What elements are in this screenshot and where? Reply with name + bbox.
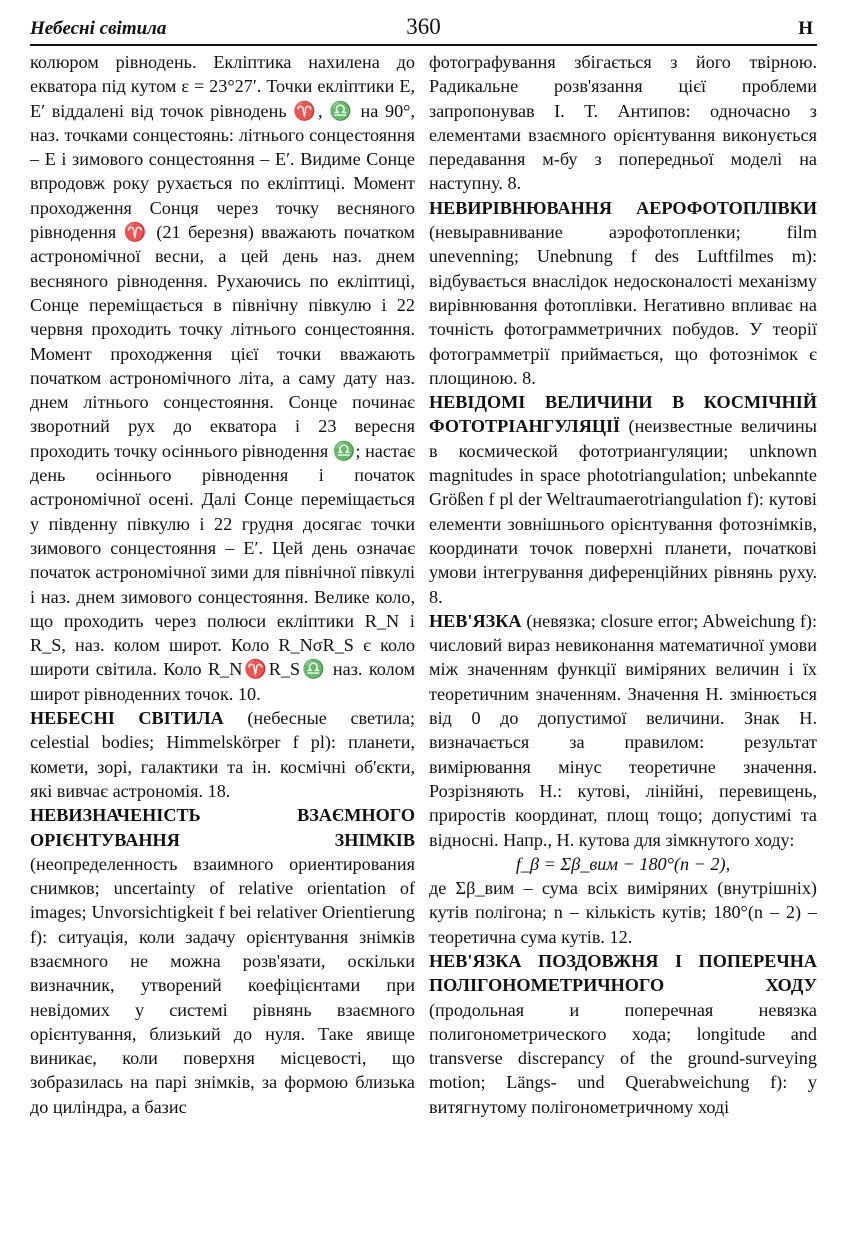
left-column bbox=[30, 50, 415, 1119]
formula-angular-misclosure: f_β = Σβ_вим − 180°(n − 2), bbox=[515, 853, 731, 874]
entry-term: НЕВІДОМІ ВЕЛИЧИНИ В КОСМІЧНІЙ ФОТОТРІАНГУЛЯЦІЇ bbox=[429, 392, 817, 437]
header-letter: Н bbox=[798, 18, 813, 39]
header-rule bbox=[30, 44, 817, 46]
entry-neviazka: НЕВ'ЯЗКА (невязка; closure error; Abweichung f): числовий вираз невиконання математичної умови між значенням функції виміряних величин і їх теоретичним значенням. Значення Н. змінюється від 0 до допустимої величини. Знак Н. визначається за правилом: результат вимірювання мінус теоретичне значення. Розрізняють Н.: кутові, лінійні, перевищень, приростів координат, площ тощо; допустимі та відносні. Напр., Н. кутова для зімкнутого ходу: bbox=[429, 610, 817, 850]
formula-explanation: де Σβ_вим – сума всіх виміряних (внутрішніх) кутів полігона; n – кількість кутів; 180°(n – 2) – теоретична сума кутів. 12. bbox=[429, 878, 817, 947]
entry-term: НЕВИЗНАЧЕНІСТЬ ВЗАЄМНОГО ОРІЄНТУВАННЯ ЗНІМКІВ bbox=[30, 805, 415, 850]
entry-neviazka-pozdovzhnia: НЕВ'ЯЗКА ПОЗДОВЖНЯ І ПОПЕРЕЧНА ПОЛІГОНОМЕТРИЧНОГО ХОДУ (продольная и поперечная невязка полигонометрического хода; longitude and transverse discrepancy of the ground-surveying motion; Längs- und Querabweichung f): у витягнутому полігонометричному ході bbox=[429, 950, 817, 1117]
entry-continuation: фотографування збігається з його твірною. Радикальне розв'язання цієї проблеми запропонував І. Т. Антипов: одночасно з елементами взаємного орієнтування виконується передавання м-бу з попередньої моделі на наступну. 8. bbox=[429, 52, 817, 194]
right-column bbox=[429, 50, 817, 1119]
page-number: 360 bbox=[406, 14, 441, 39]
running-header bbox=[30, 14, 817, 44]
entry-term: НЕВ'ЯЗКА ПОЗДОВЖНЯ І ПОПЕРЕЧНА ПОЛІГОНОМЕТРИЧНОГО ХОДУ bbox=[429, 950, 817, 996]
header-section-title: Небесні світила bbox=[30, 18, 167, 39]
entry-term: НЕВ'ЯЗКА bbox=[429, 610, 522, 631]
entry-nevyrivniuvannia: НЕВИРІВНЮВАННЯ АЕРОФОТОПЛІВКИ (невыравнивание аэрофотопленки; film unevenning; Unebnung f des Luftfilmes m): відбувається внаслідок недосконалості механізму вирівнювання фотоплівки. Негативно впливає на точність фотограмметричних побудов. У теорії фотограмметрії приймається, що фотознімок є площиною. 8. bbox=[429, 197, 817, 388]
entry-nebesni-svityla: НЕБЕСНІ СВІТИЛА (небесные светила; celestial bodies; Himmelskörper f pl): планети, комети, зорі, галактики та ін. космічні об'єкти, які вивчає астрономія. 18. bbox=[30, 708, 415, 801]
entry-nevidomi-velychyny: НЕВІДОМІ ВЕЛИЧИНИ В КОСМІЧНІЙ ФОТОТРІАНГУЛЯЦІЇ (неизвестные величины в космической фототриангуляции; unknown magnitudes in space phototriangulation; unbekannte Größen f pl der Weltraumaerotriangulation f): кутові елементи зовнішнього орієнтування фотознімків, координати точок поверхні планети, початкові умови інтегрування диференційних рівнянь руху. 8. bbox=[429, 392, 817, 607]
entry-term: НЕБЕСНІ СВІТИЛА bbox=[30, 708, 224, 729]
entry-nevyznachenist: НЕВИЗНАЧЕНІСТЬ ВЗАЄМНОГО ОРІЄНТУВАННЯ ЗНІМКІВ (неопределенность взаимного ориентирования снимков; uncertainty of relative orientation of images; Unvorsichtigkeit f bei relativer Orientierung f): ситуація, коли задачу орієнтування знімків взаємного не можна розв'язати, оскільки визначник, утворений коефіцієнтами при невідомих у системі рівнянь взаємного орієнтування, близький до нуля. Таке явище виникає, коли поверхня місцевості, що зобразилась на парі знімків, за формою близька до циліндра, а базис bbox=[30, 805, 415, 1117]
entry-continuation: колюром рівнодень. Екліптика нахилена до екватора під кутом ε = 23°27′. Точки екліптики E, E′ віддалені від точок рівнодень ♈, ♎ на 90°, наз. точками сонцестоянь: літнього сонцестояння – E і зимового сонцестояння – E′. Видиме Сонце впродовж року рухається по екліптиці. Момент проходження Сонця через точку весняного рівнодення ♈ (21 березня) вважають початком астрономічної весни, а цей день наз. днем весняного рівнодення. Рухаючись по екліптиці, Сонце переміщається в північну півкулю і 22 червня проходить точку літнього сонцестояння. Момент проходження цієї точки вважають початком астрономічного літа, а саму дату наз. днем літнього сонцестояння. Сонце починає зворотний рух до екватора і 23 вересня проходить точку осіннього рівнодення ♎; настає день осіннього рівнодення і початок астрономічної осені. Далі Сонце переміщається у південну півкулю і 22 грудня досягає точки зимового сонцестояння – E′. Цей день означає початок астрономічної зими для північної півкулі і наз. днем зимового сонцестояння. Велике коло, що проходить через полюси екліптики R_N і R_S, наз. колом широт. Коло R_NσR_S є коло широти світила. Коло R_N♈R_S♎ наз. колом широт рівноденних точок. 10. bbox=[30, 52, 415, 704]
entry-term: НЕВИРІВНЮВАННЯ АЕРОФОТОПЛІВКИ bbox=[429, 197, 817, 218]
